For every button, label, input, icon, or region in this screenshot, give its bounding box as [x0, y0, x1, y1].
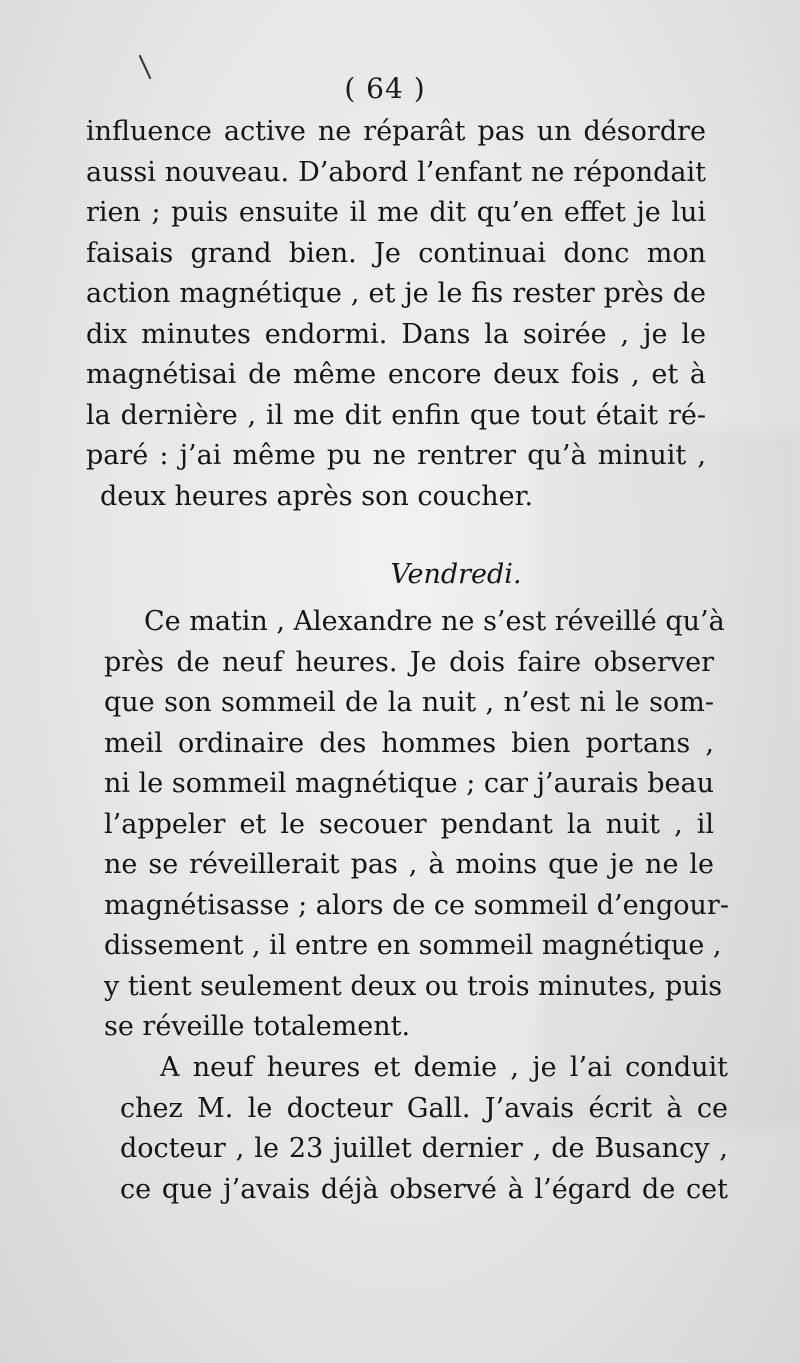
section-heading: Vendredi. [390, 559, 522, 590]
text-line: faisais grand bien. Je continuai donc mon [86, 237, 706, 269]
text-line: rien ; puis ensuite il me dit qu’en effet je lui [86, 197, 706, 228]
text-line: paré : j’ai même pu ne rentrer qu’à minuit , [86, 440, 706, 471]
text-line: action magnétique , et je le fis rester près de [86, 278, 706, 309]
text-line: se réveille totalement. [104, 1011, 411, 1042]
text-line: dissement , il entre en sommeil magnétique , [104, 930, 722, 961]
text-line: magnétisasse ; alors de ce sommeil d’engour- [104, 889, 729, 921]
text-line: meil ordinaire des hommes bien portans , [104, 727, 714, 759]
paragraph-1 [86, 112, 706, 517]
text-line: près de neuf heures. Je dois faire observer [104, 646, 714, 678]
text-line: dix minutes endormi. Dans la soirée , je le [86, 318, 706, 350]
text-line: y tient seulement deux ou trois minutes, puis [104, 970, 723, 1002]
text-line: que son sommeil de la nuit , n’est ni le som- [104, 687, 714, 718]
text-line: ne se réveillerait pas , à moins que je ne le [104, 849, 714, 880]
text-line: aussi nouveau. D’abord l’enfant ne répondait [86, 156, 706, 188]
text-line: A neuf heures et demie , je l’ai conduit [160, 1052, 728, 1083]
paragraph-3 [120, 1048, 728, 1210]
text-line: magnétisai de même encore deux fois , et à [86, 359, 706, 390]
text-line: l’appeler et le secouer pendant la nuit , il [104, 808, 714, 840]
text-line: docteur , le 23 juillet dernier , de Busancy , [120, 1133, 728, 1164]
section-heading-wrap [86, 545, 706, 597]
text-line: Ce matin , Alexandre ne s’est réveillé qu’à [144, 606, 725, 637]
text-line: la dernière , il me dit enfin que tout était ré- [86, 399, 706, 431]
page-number: ( 64 ) [344, 72, 426, 105]
text-line: chez M. le docteur Gall. J’avais écrit à ce [120, 1092, 728, 1124]
text-line: influence active ne réparât pas un désordre [86, 116, 706, 147]
text-line: deux heures après son coucher. [100, 480, 534, 512]
text-line: ni le sommeil magnétique ; car j’aurais beau [104, 768, 714, 799]
text-line: ce que j’avais déjà observé à l’égard de cet [120, 1173, 728, 1205]
paragraph-2 [104, 602, 729, 1048]
